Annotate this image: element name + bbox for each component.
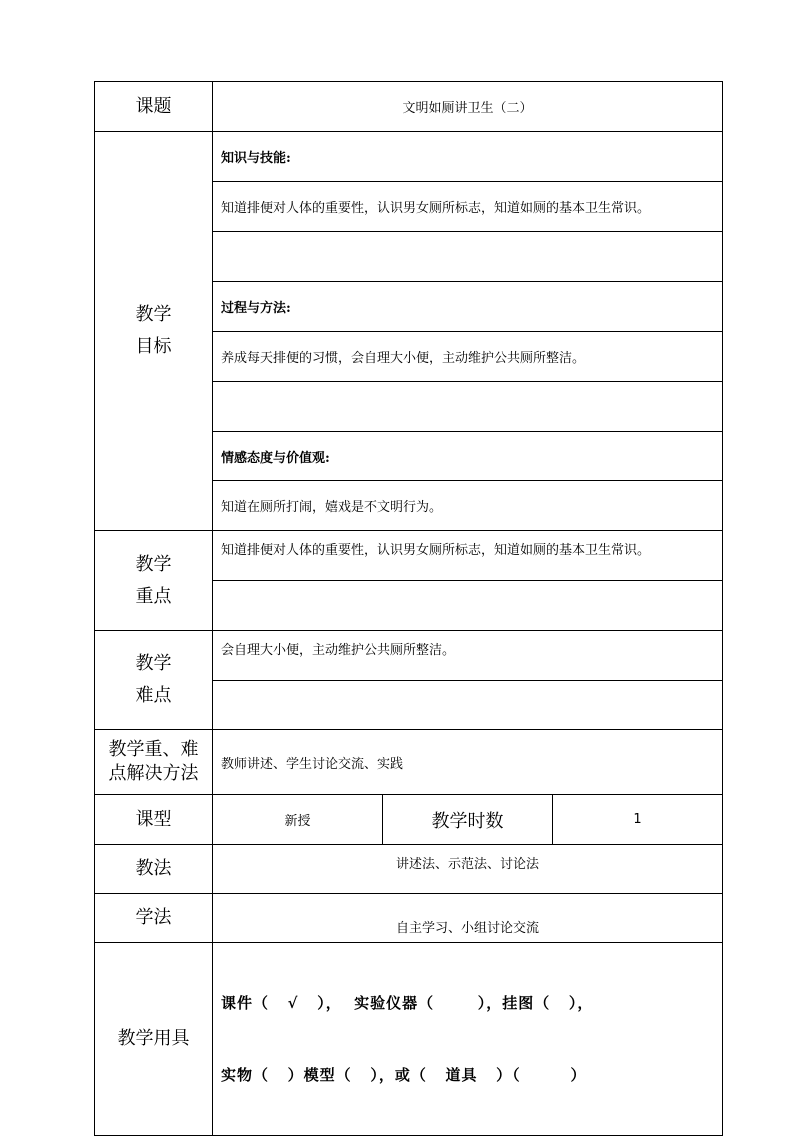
knowledge-blank — [213, 232, 723, 282]
key-points-text: 知道排便对人体的重要性，认识男女厕所标志，知道如厕的基本卫生常识。 — [213, 531, 723, 581]
objectives-label — [95, 132, 213, 531]
key-points-label-line2: 重点 — [135, 585, 172, 607]
teaching-hours-value: 1 — [553, 795, 723, 845]
solution-label-line2: 点解决方法 — [108, 763, 199, 784]
teaching-method-value: 讲述法、示范法、讨论法 — [213, 845, 723, 894]
teaching-method-label: 教法 — [95, 845, 213, 894]
knowledge-heading: 知识与技能: — [213, 132, 723, 182]
key-points-row — [95, 531, 723, 581]
lesson-plan-table — [94, 81, 723, 1136]
difficulties-label-line2: 难点 — [135, 685, 172, 706]
teaching-aids-line2: 实物（ ）模型（ ），或（ 道具 ）（ ） — [221, 1066, 587, 1084]
teaching-hours-label: 教学时数 — [383, 795, 553, 845]
difficulties-row — [95, 631, 723, 681]
solution-label-line1: 教学重、难 — [108, 739, 199, 760]
key-points-blank — [213, 581, 723, 631]
objectives-label-line1: 教学 — [135, 304, 172, 325]
teaching-method-row — [95, 845, 723, 894]
objectives-label-line2: 目标 — [135, 336, 172, 357]
emotion-heading: 情感态度与价值观: — [213, 432, 723, 481]
topic-row — [95, 82, 723, 132]
topic-label: 课题 — [95, 82, 213, 132]
teaching-aids-label: 教学用具 — [95, 943, 213, 1136]
teaching-aids-line1: 课件（ √ ）， 实验仪器（ ），挂图（ ）， — [221, 994, 594, 1012]
emotion-text: 知道在厕所打闹，嬉戏是不文明行为。 — [213, 481, 723, 531]
lesson-type-row — [95, 795, 723, 845]
solution-label — [95, 730, 213, 795]
topic-value: 文明如厕讲卫生（二） — [213, 82, 723, 132]
solution-row — [95, 730, 723, 795]
learning-method-value: 自主学习、小组讨论交流 — [213, 894, 723, 943]
lesson-type-label: 课型 — [95, 795, 213, 845]
solution-text: 教师讲述、学生讨论交流、实践 — [213, 730, 723, 795]
learning-method-label: 学法 — [95, 894, 213, 943]
difficulties-label — [95, 631, 213, 730]
key-points-label — [95, 531, 213, 631]
process-blank — [213, 382, 723, 432]
learning-method-row — [95, 894, 723, 943]
knowledge-text: 知道排便对人体的重要性，认识男女厕所标志，知道如厕的基本卫生常识。 — [213, 182, 723, 232]
difficulties-blank — [213, 681, 723, 730]
objectives-row — [95, 132, 723, 182]
key-points-label-line1: 教学 — [135, 553, 172, 575]
difficulties-label-line1: 教学 — [135, 653, 172, 674]
difficulties-text: 会自理大小便，主动维护公共厕所整洁。 — [213, 631, 723, 681]
process-text: 养成每天排便的习惯，会自理大小便，主动维护公共厕所整洁。 — [213, 332, 723, 382]
process-heading: 过程与方法: — [213, 282, 723, 332]
lesson-type-value: 新授 — [213, 795, 383, 845]
teaching-aids-value — [213, 943, 723, 1136]
teaching-aids-row — [95, 943, 723, 1136]
